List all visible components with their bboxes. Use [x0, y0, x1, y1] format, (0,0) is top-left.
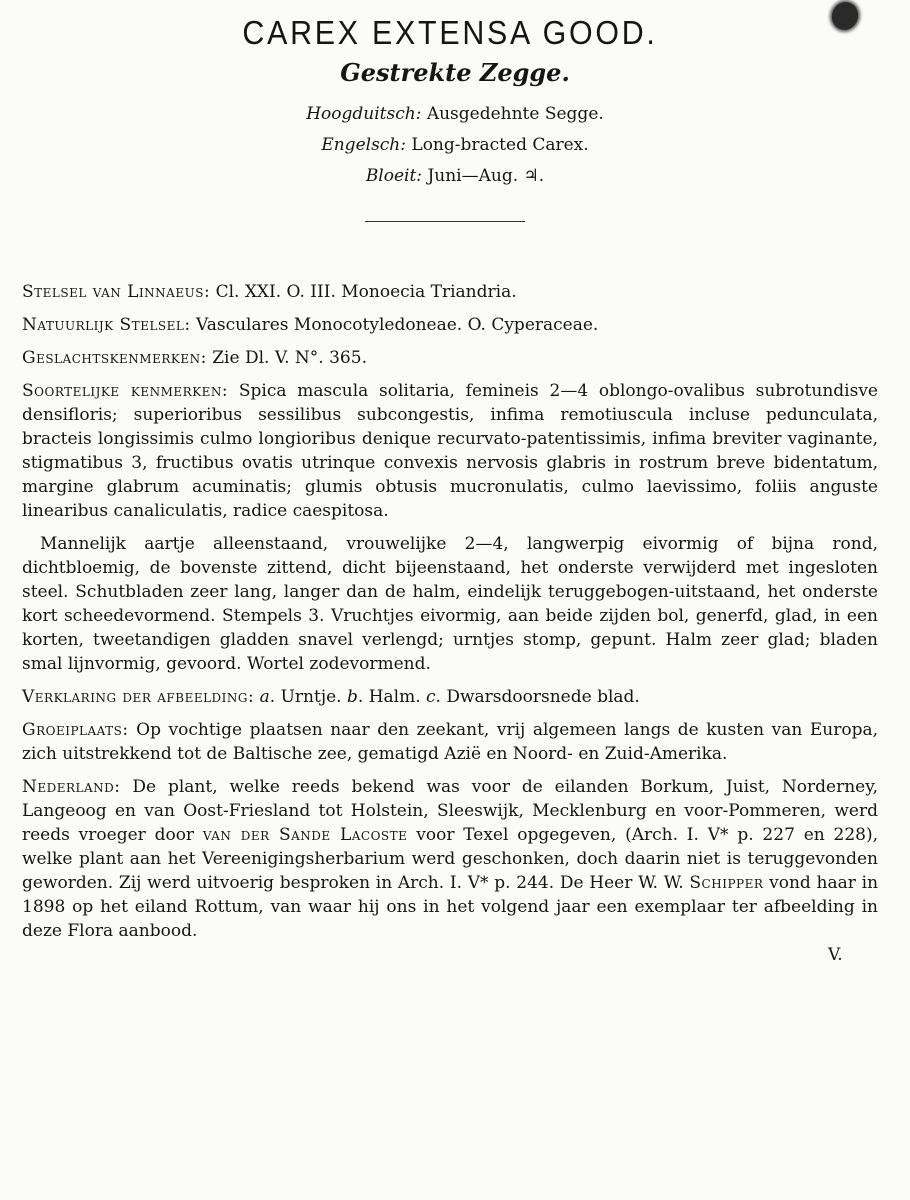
author-name: Schipper: [689, 873, 764, 893]
figure-key: b.: [346, 687, 364, 707]
section-text: Op vochtige plaatsen naar den zeekant, vrij algemeen langs de kusten van Europa, zich uitstrekkend tot de Baltische zee, gematigd Azië en Noord- en Zuid-Amerika.: [22, 720, 878, 764]
page-subtitle: Gestrekte Zegge.: [340, 58, 570, 87]
section-text: Spica mascula solitaria, femineis 2—4 oblongo-ovalibus subrotundisve densifloris; superioribus sessilibus subcongestis, infima remotiuscula incluse pedunculata, bracteis longissimis culmo longioribus denique recurvato-patentissimis, infima breviter vaginante, stigmatibus 3, fructibus ovatis utrinque convexis nervosis glabris in rostrum breve bidentatum, margine glabrum acuminatis; glumis obtusis mucronulatis, culmo laevissimo, foliis anguste linearibus canaliculatis, radice caespitosa.: [22, 381, 878, 521]
section-geslacht: [22, 346, 878, 370]
section-text: De plant, welke reeds bekend was voor de eilanden Borkum, Juist, Norderney, Langeoog en van Oost-Friesland tot Holstein, Sleeswijk, Mecklenburg en voor-Pommeren, werd reeds vroeger door: [22, 777, 878, 845]
section-label: Geslachtskenmerken:: [22, 348, 207, 368]
section-nederland: [22, 775, 878, 943]
divider: [365, 221, 525, 222]
section-label: Nederland:: [22, 777, 121, 797]
meta-hoogduitsch: [0, 104, 910, 124]
main-text: [22, 280, 878, 952]
section-text: Mannelijk aartje alleenstaand, vrouwelijke 2—4, langwerpig eivormig of bijna rond, dichtbloemig, de bovenste zittend, dicht bijeenstaand, het onderste verwijderd met ingesloten steel. Schutbladen zeer lang, langer dan de halm, eindelijk teruggebogen-uitstaand, het onderste kort scheedevormend. Stempels 3. Vruchtjes eivormig, aan beide zijden bol, generfd, glad, in een korten, tweetandigen gladden snavel verlengd; urntjes stomp, gepunt. Halm zeer glad; bladen smal lijnvormig, gevoord. Wortel zodevormend.: [22, 534, 878, 674]
signature: V.: [828, 945, 843, 965]
section-label: Soortelijke kenmerken:: [22, 381, 229, 401]
figure-caption: Urntje.: [280, 687, 342, 707]
figure-caption: Dwarsdoorsnede blad.: [446, 687, 640, 707]
section-text: Zie Dl. V. N°. 365.: [212, 348, 367, 368]
page-title: CAREX EXTENSA GOOD.: [242, 14, 658, 51]
section-linnaeus: [22, 280, 878, 304]
meta-label: Bloeit:: [365, 166, 423, 186]
meta-label: Engelsch:: [321, 135, 406, 155]
meta-value: Juni—Aug. ♃.: [427, 166, 545, 186]
meta-bloeit: [0, 166, 910, 186]
figure-key: c.: [426, 687, 441, 707]
section-text: Cl. XXI. O. III. Monoecia Triandria.: [215, 282, 517, 302]
section-label: Natuurlijk Stelsel:: [22, 315, 191, 335]
meta-engelsch: [0, 135, 910, 155]
meta-label: Hoogduitsch:: [306, 104, 422, 124]
section-text: Vasculares Monocotyledoneae. O. Cyperaceae.: [196, 315, 599, 335]
section-dutch-description: [22, 532, 878, 676]
section-verklaring: [22, 685, 878, 709]
figure-caption: Halm.: [368, 687, 421, 707]
figure-key: a.: [259, 687, 276, 707]
section-text: vond haar in 1898 op het eiland Rottum, van waar hij ons in het volgend jaar een exemplaar ter afbeelding in deze Flora aanbood.: [22, 873, 879, 941]
section-soortelijk: [22, 379, 878, 523]
section-natuurlijk: [22, 313, 878, 337]
meta-value: Ausgedehnte Segge.: [426, 104, 604, 124]
section-groeiplaats: [22, 718, 878, 766]
section-label: Verklaring der afbeelding:: [22, 687, 255, 707]
meta-value: Long-bracted Carex.: [411, 135, 589, 155]
section-label: Groeiplaats:: [22, 720, 129, 740]
section-label: Stelsel van Linnaeus:: [22, 282, 211, 302]
author-name: van der Sande Lacoste: [202, 825, 408, 845]
section-text: voor Texel opgegeven, (Arch. I. V* p. 227 en 228), welke plant aan het Vereenigingsherbarium werd geschonken, doch daarin niet is teruggevonden geworden. Zij werd uitvoerig besproken in Arch. I. V* p. 244. De Heer W. W.: [22, 825, 879, 893]
